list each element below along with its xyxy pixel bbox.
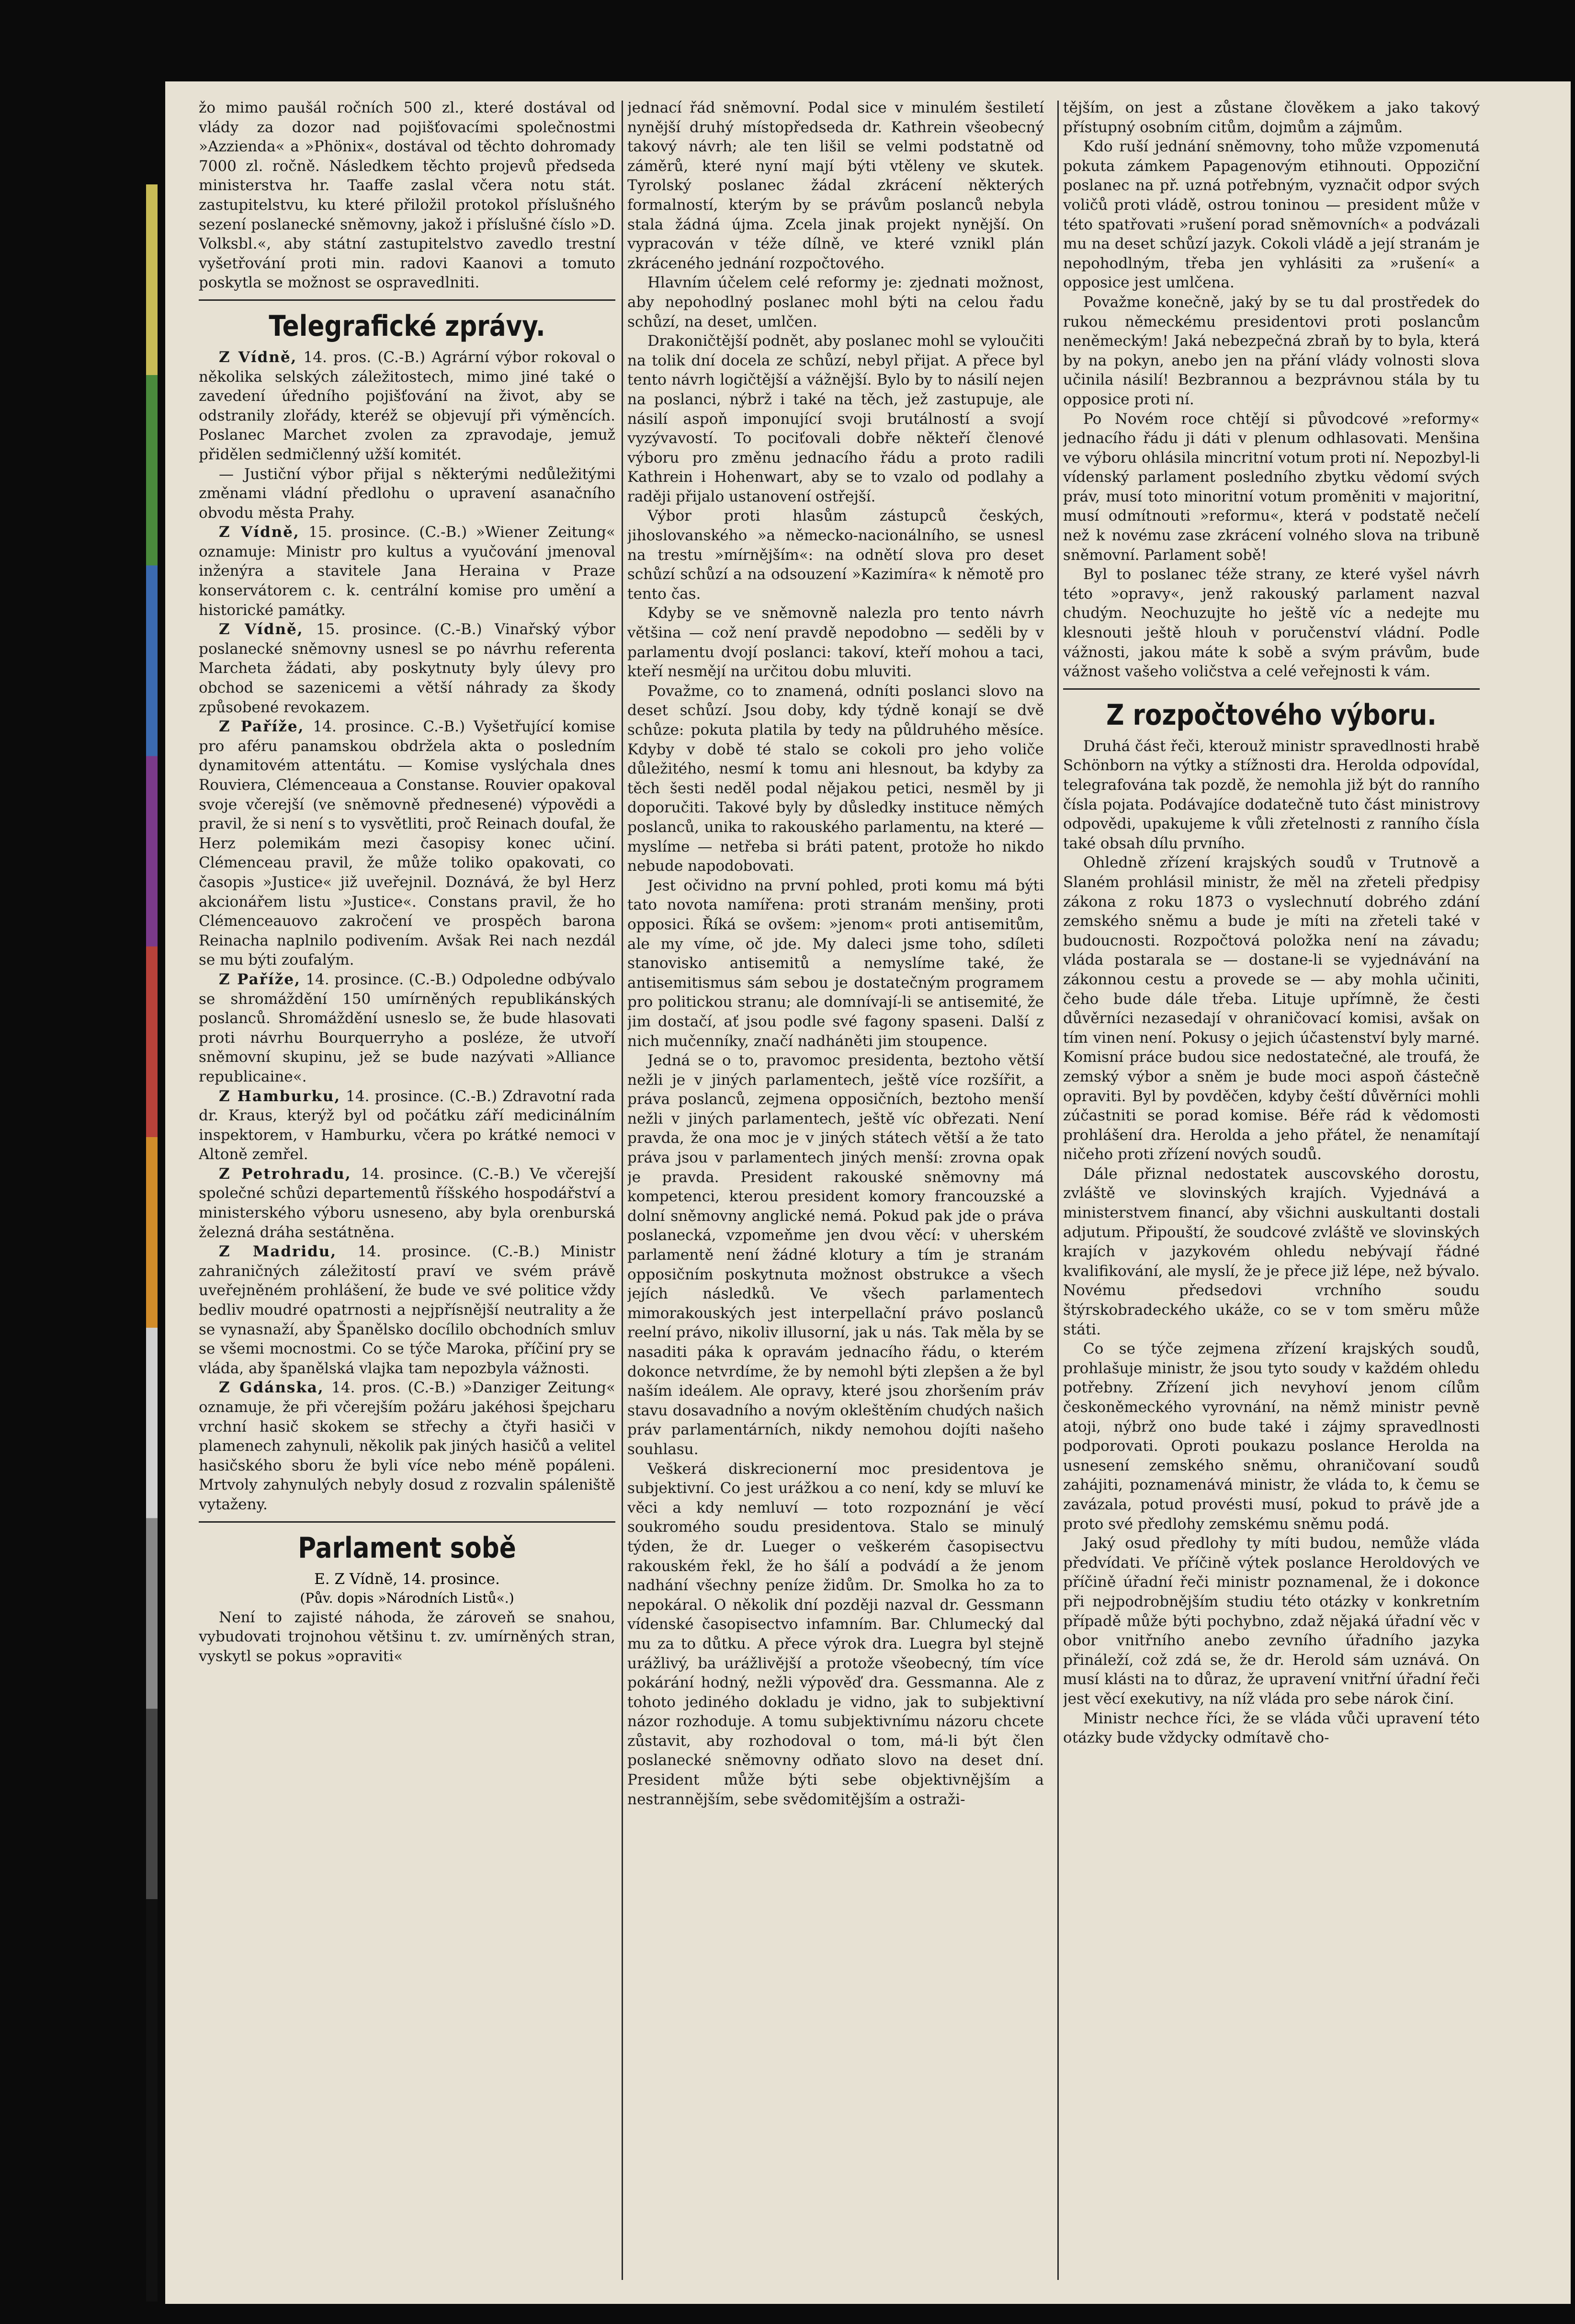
section-heading-parliament: Parlament sobě (298, 1531, 516, 1565)
dateline-place: Z Petrohradu, (219, 1165, 351, 1183)
telegraph-item: — Justiční výbor přijal s některými nedůležitými změnami vládní předlohu o upravení asanačního obvodu města Prahy. (199, 465, 615, 522)
telegraph-text: 14. prosince. C.-B.) Vyšetřující komise pro aféru panamskou obdržela akta o posledním dynamitovém attentátu. — Komise vyslýchala dnes Rouviera, Clémenceaua a Constanse. Rouvier opakoval svoje včerejší (ve sněmovně přednesené) výpovědi a pravil, že si není s to vysvětliti, proč Reinach doufal, že Herz polemikám mezi časopisy konec učiní. Clémenceau pravil, že může toliko opakovati, co časopis »Justice« již uveřejnil. Doznává, že byl Herz akcionářem listu »Justice«. Constans pravil, že ho Clémenceauovo zakročení ve prospěch barona Reinacha naplnilo podivením. Avšak Rei nach nezdál se mu býti zoufalým. (199, 718, 615, 969)
article-paragraph: Druhá část řeči, kterouž ministr spravedlnosti hrabě Schönborn na výtky a stížnosti dra. Herolda odpovídal, telegrafována tak pozdě, že nemohla již být do ranního čísla pojata. Podávajíce dodatečně tuto část ministrovy odpovědi, upakujeme k vůli zřetelnosti z ranního čísla také obsah dílu prvního. (1063, 737, 1480, 852)
dateline-place: Z Hamburku, (219, 1087, 341, 1105)
article-paragraph: Jedná se o to, pravomoc presidenta, beztoho větší nežli je v jiných parlamentech, ještě více rozšířit, a práva poslanců, zejmena opposičních, beztoho menší nežli v jiných parlamentech, ještě víc obřezati. Není pravda, že ona moc je v jiných státech větší a že tato práva jsou v parlamentech jiných menší: zrovna opak je pravda. President rakouské sněmovny má kompetenci, kterou president komory francouzské a dolní sněmovny anglické nemá. Pokud pak jde o práva poslanecká, vzpomeňme jen dvou věcí: v uherském parlamentě není žádné klotury a tím je stranám opposičním poskytnuta možnost obstrukce a všech jejích následků. Ve všech parlamentech mimorakouských jest interpellační právo poslanců reelní právo, nikoliv illusorní, jak u nás. Tak měla by se nasaditi páka k opravám jednacího řádu, o kterém dokonce netvrdíme, že by nemohl býti zlepšen a že byl naším ideálem. Ale opravy, které jsou zhoršením práv stavu dosavadního a novým okleštěním chudých našich práv parlamentárních, nikdy nemohou dojíti našeho souhlasu. (627, 1052, 1044, 1458)
telegraph-text: 14. prosince. (C.-B.) Zdravotní rada dr. Kraus, kterýž byl od počátku září medicinálním inspektorem, v Hamburku, včera po krátké nemoci v Altoně zemřel. (199, 1087, 615, 1163)
article-paragraph: Není to zajisté náhoda, že zároveň se snahou, vybudovati trojnohou většinu t. zv. umírněných stran, vyskytl se pokus »opraviti« (199, 1608, 615, 1665)
telegraph-text: 15. prosince. (C.-B.) »Wiener Zeitung« oznamuje: Ministr pro kultus a vyučování jmenoval inženýra a stavitele Jana Heraina v Praze konservátorem c. k. centrální komise pro umění a historické památky. (199, 524, 615, 619)
column-left (199, 98, 615, 2282)
telegraph-item (199, 620, 615, 717)
article-paragraph: Dále přiznal nedostatek auscovského dorostu, zvláště ve slovinských krajích. Vyjednává a ministerstvem financí, aby všichni auskultanti dostali adjutum. Připouští, že soudcové zvláště ve slovinských krajích v jazykovém ohledu nebývají řádné kvalifikování, ale myslí, že je přece již lépe, než bývalo. Novému předsedovi vrchního soudu štýrskobradeckého ukáže, co se v tom směru může státi. (1063, 1165, 1480, 1338)
telegraph-item (199, 348, 615, 465)
telegraph-item (199, 1378, 615, 1514)
article-paragraph: Jest očividno na první pohled, proti komu má býti tato novota namířena: proti stranám menšiny, proti opposici. Říká se ovšem: »jenom« proti antisemitům, ale my víme, oč jde. My daleci jsme toho, sdíleti stanovisko antisemitů a nemyslíme také, že antisemitismus sám sebou je dostatečným programem pro politickou stranu; ale domnívají-li se antisemité, že jim dostačí, ať jsou podle své fagony spaseni. Další z nich mučenníky, značí nadháněti jim stoupence. (627, 877, 1044, 1050)
article-source: (Pův. dopis »Národních Listů«.) (300, 1590, 514, 1606)
telegraph-item (199, 1164, 615, 1242)
article-paragraph: Výbor proti hlasům zástupců českých, jihoslovanského »a německo-nacionálního, se usnesl na trestu »mírnějším«: na odnětí slova pro deset schůzí schůzí a na odsouzení »Kazimíra« k němotě pro tento čas. (627, 507, 1044, 603)
article-paragraph: Kdyby se ve sněmovně nalezla pro tento návrh většina — což není pravdě nepodobno — seděli by v parlamentu dvojí poslanci: takoví, kteří mohou a taci, kteří nesmějí na určitou dobu mluviti. (627, 604, 1044, 681)
column-middle (627, 98, 1044, 2282)
article-paragraph: Ministr nechce říci, že se vláda vůči upravení této otázky bude vždycky odmítavě cho- (1063, 1709, 1480, 1747)
dateline-place: Z Gdánska, (219, 1379, 324, 1397)
dateline-place: Z Madridu, (219, 1243, 337, 1261)
dateline-place: Z Vídně, (219, 348, 297, 366)
dateline-place: Z Paříže, (219, 970, 301, 988)
article-paragraph: jednací řád sněmovní. Podal sice v minulém šestiletí nynější druhý místopředseda dr. Kathrein všeobecný takový návrh; ale ten lišil se velmi podstatně od záměrů, které nyní mají býti vtěleny ve skutek. Tyrolský poslanec žádal zkrácení některých formalností, kterým by se právům poslanců nebyla stala žádná újma. Zcela jinak projekt nynější. On vypracován v téže dílně, ve které vznikl plán zkráceného jednání rozpočtového. (627, 99, 1044, 272)
article-paragraph: Byl to poslanec téže strany, ze které vyšel návrh této »opravy«, jenž rakouský parlament nazval chudým. Neochuzujte ho ještě víc a nedejte mu klesnouti ještě hlouh v poručenství vládní. Podle vážnosti, jakou máte k sobě a svým právům, bude vážnost vašeho voličstva a celé veřejnosti k vám. (1063, 566, 1480, 681)
section-rule (199, 1521, 615, 1523)
telegraph-text: 15. prosince. (C.-B.) Vinařský výbor poslanecké sněmovny usnesl se po návrhu referenta Marcheta žádati, aby poskytnuty byly úlevy pro obchod se sazenicemi a větší náhrady za škody způsobené revokazem. (199, 621, 615, 716)
column-right (1063, 98, 1480, 2282)
article-paragraph: Po Novém roce chtějí si původcové »reformy« jednacího řádu ji dáti v plenum odhlasovati. Menšina ve výboru ohlásila mincritní votum proti ní. Nepozbyl-li vídenský parlament posledního zbytku vědomí svých práv, musí toto minoritní votum proměniti v majoritní, musí odmítnouti »reformu«, která v podstatě nečelí než k novému zase zkrácení volného slova na tribuně sněmovní. Parlament sobě! (1063, 410, 1480, 564)
telegraph-item (199, 523, 615, 620)
article-paragraph: Hlavním účelem celé reformy je: zjednati možnost, aby nepohodlný poslanec mohl býti na celou řadu schůzí, na deset, umlčen. (627, 274, 1044, 330)
telegraph-text: 14. pros. (C.-B.) »Danziger Zeitung« oznamuje, že při včerejším požáru jakéhosi špejcharu vrchní hasič skokem se střechy a čtyři hasiči v plamenech zahynuli, několik pak jiných hasičů a velitel hasičského sboru že byli více nebo méně popáleni. Mrtvoly zahynulých nebyly dosud z rozvalin spáleniště vytaženy. (199, 1379, 615, 1513)
telegraph-item (199, 1087, 615, 1164)
article-paragraph: tějším, on jest a zůstane člověkem a jako takový přístupný osobním citům, dojmům a zájmům. (1063, 99, 1480, 136)
dateline-place: Z Vídně, (219, 524, 300, 541)
telegraph-item (199, 970, 615, 1087)
article-dateline: E. Z Vídně, 14. prosince. (314, 1570, 500, 1588)
article-paragraph: Co se týče zejmena zřízení krajských soudů, prohlašuje ministr, že jsou tyto soudy v každém ohledu potřebny. Zřízení jich nevyhoví jenom cílům českoněmeckého vyrovnání, na němž ministr pevně atoji, nýbrž ono bude také i zájmy spravedlnosti podporovati. Oproti poukazu poslance Herolda na usnesení zemského sněmu, ohraničovaní soudů zahájiti, poznamenává ministr, že vláda to, k čemu se zavázala, potud provésti musí, pokud to právě jde a proto své předlohy zemskému sněmu podá. (1063, 1340, 1480, 1533)
telegraph-text: 14. prosince. (C.-B.) Ve včerejší společné schůzi departementů říšského hospodářství a ministerského výboru usneseno, aby byla orenburská železná dráha sestátněna. (199, 1165, 615, 1241)
telegraph-text: 14. prosince. (C.-B.) Odpoledne odbývalo se shromáždění 150 umírněných republikánských poslanců. Shromáždění usneslo se, že bude hlasovati proti návrhu Bourquerryho a posléze, že utvoří sněmovní skupinu, jež se bude nazývati »Alliance republicaine«. (199, 970, 615, 1085)
column-divider (622, 101, 623, 2280)
telegraph-text: 14. pros. (C.-B.) Agrární výbor rokoval o několika selských záležitostech, mimo jiné také o zavedení úředního pojišťování na život, aby se odstranily zlořády, kteréž se objevují při výměncích. Poslanec Marchet zvolen za zpravodaje, jemuž přidělen sedmičlenný užší komitét. (199, 348, 615, 463)
dateline-place: Z Vídně, (219, 621, 304, 638)
telegraph-item (199, 717, 615, 970)
article-paragraph: Považme konečně, jaký by se tu dal prostředek do rukou německému presidentovi proti poslancům neněmeckým! Jaká nebezpečná zbraň by to byla, která by na pokyn, anebo jen na přání vlády volnosti slova učinila násilí! Bezbrannou a bezprávnou stála by tu opposice proti ní. (1063, 293, 1480, 408)
column-divider (1057, 101, 1059, 2280)
article-paragraph: Ohledně zřízení krajských soudů v Trutnově a Slaném prohlásil ministr, že měl na zřeteli předpisy zákona z roku 1873 o vyslechnutí dobrého zdání zemského sněmu a bude je míti na zřeteli také v budoucnosti. Rozpočtová položka není na závadu; vláda postarala se — dostane-li se vyjednávání na zákonnou cestu a provede se — aby mohla učiniti, čeho bude dále třeba. Lituje upřímně, že česti důvěrníci nezasedají v ohraničovací komisi, avšak on tím vinen není. Pokusy o jejich účastenství byly marné. Komisní práce budou sice nedostatečné, ale troufá, že zemský výbor a sněm je bude moci aspoň částečně opraviti. Byl by povděčen, kdyby čeští důvěrníci mohli zúčastniti se porad komise. Béře rád k vědomosti prohlášení dra. Herolda a jeho přátel, že nenamítají ničeho proti zřízení nových soudů. (1063, 854, 1480, 1163)
telegraph-item (199, 1242, 615, 1378)
article-paragraph: Kdo ruší jednání sněmovny, toho může vzpomenutá pokuta zámkem Papagenovým etihnouti. Oppoziční poslanec na př. uzná potřebným, vyznačit odpor svých voličů proti vládě, ostrou toninou — president může v této spatřovati »rušení porad sněmovních« a podvázali mu na deset schůzí jazyk. Cokoli vládě a její stranám je nepohodlným, třeba jen vyhlásiti za »rušení« a opposice jest umlčena. (1063, 138, 1480, 292)
scan-color-calibration-strip (146, 184, 158, 2301)
article-paragraph: Považme, co to znamená, odníti poslanci slovo na deset schůzí. Jsou doby, kdy týdně konají se dvě schůze: pokuta platila by tedy na půldruhého měsíce. Kdyby v době té stalo se cokoli pro jeho voliče důležitého, nesmí k tomu ani hlesnout, ba kdyby za těch šesti neděl podal nějakou petici, nesměl by ji doporučiti. Takové byly by důsledky instituce němých poslanců, unika to rakouského parlamentu, na které — myslíme — netřeba si bráti patent, protože ho nikdo nebude napodobovati. (627, 682, 1044, 875)
telegraph-text: 14. prosince. (C.-B.) Ministr zahraničných záležitostí praví ve svém právě uveřejněném prohlášení, že bude ve své politice vždy bedliv moudré opatrnosti a nejpřísnější neutrality a že se vynasnaží, aby Španělsko docílilo obchodních smluv se všemi mocnostmi. Co se týče Maroka, příčiní pry se vláda, aby španělská vlajka tam nepozbyla vážnosti. (199, 1243, 615, 1377)
section-heading-budget-committee: Z rozpočtového výboru. (1106, 698, 1437, 732)
section-rule (199, 299, 615, 301)
section-rule (1063, 688, 1480, 690)
dateline-place: Z Paříže, (219, 718, 305, 736)
article-continuation: žo mimo paušál ročních 500 zl., které dostával od vlády za dozor nad pojišťovacími společnostmi »Azzienda« a »Phönix«, dostával od těchto dohromady 7000 zl. ročně. Následkem těchto projevů předseda ministerstva hr. Taaffe zaslal včera notu stát. zastupitelstvu, ku které přiložil protokol příslušného sezení poslanecké sněmovny, jakož i příslušné číslo »D. Volksbl.«, aby státní zastupitelstvo zavedlo trestní vyšetřování proti min. radovi Kaanovi a tomuto poskytla se možnost se ospravedlniti. (199, 99, 615, 292)
article-paragraph: Veškerá diskrecionerní moc presidentova je subjektivní. Co jest urážkou a co není, kdy se mluví ke věci a kdy nemluví — toto rozpoznání je věcí soukromého soudu presidentova. Stalo se minulý týden, že dr. Lueger o veškerém časopisectvu rakouském řekl, že ho šálí a podvádí a že jenom nadhání všechny peníze židům. Dr. Smolka ho za to nepokáral. O několik dní později nazval dr. Gessmann vídenské časopisectvo infamním. Bar. Chlumecký dal mu za to důtku. A přece výrok dra. Luegra byl stejně urážlivý, ba urážlivější a protože všeobecný, tím více pokárání hodný, nežli výpověď dra. Gessmanna. Ale z tohoto jediného dokladu je vidno, jak to subjektivní názor rozhoduje. A tomu subjektivnímu názoru chcete zůstavit, aby rozhodoval o tom, má-li být člen poslanecké sněmovny odňato slovo na deset dní. President může býti sebe objektivnějším a nestrannějším, sebe svědomitějším a ostraži- (627, 1460, 1044, 1808)
article-paragraph: Drakoničtější podnět, aby poslanec mohl se vyloučiti na tolik dní docela ze schůzí, nebyl přijat. A přece byl tento návrh logičtější a vážnější. Bylo by to násilí nejen na poslanci, nýbrž i také na těch, jež zastupuje, ale násilí aspoň imponující svoji brutálností a svojí vyzývavostí. To pociťovali dobře někteří členové výboru pro změnu jednacího řádu a proto radili Kathrein i Hohenwart, aby se to vzalo od podlahy a raději přijalo ustanovení ostřejší. (627, 332, 1044, 505)
article-paragraph: Jaký osud předlohy ty míti budou, nemůže vláda předvídati. Ve příčině výtek poslance Heroldových ve příčině úřadní řeči ministr poznamenal, že i dokonce při nejpodrobnějším studiu této otázky v konkretním případě může býti pochybno, zdaž nějaká úřadní věc v obor vnitřního anebo zevního úřadního jazyka přináleží, což zdá se, že dr. Herold sám uznává. On musí klásti na to důraz, že upravení vnitřní úřadní řeči jest věcí exekutivy, na níž vláda pro sebe nárok činí. (1063, 1535, 1480, 1708)
section-heading-telegraphs: Telegrafické zprávy. (269, 309, 545, 343)
